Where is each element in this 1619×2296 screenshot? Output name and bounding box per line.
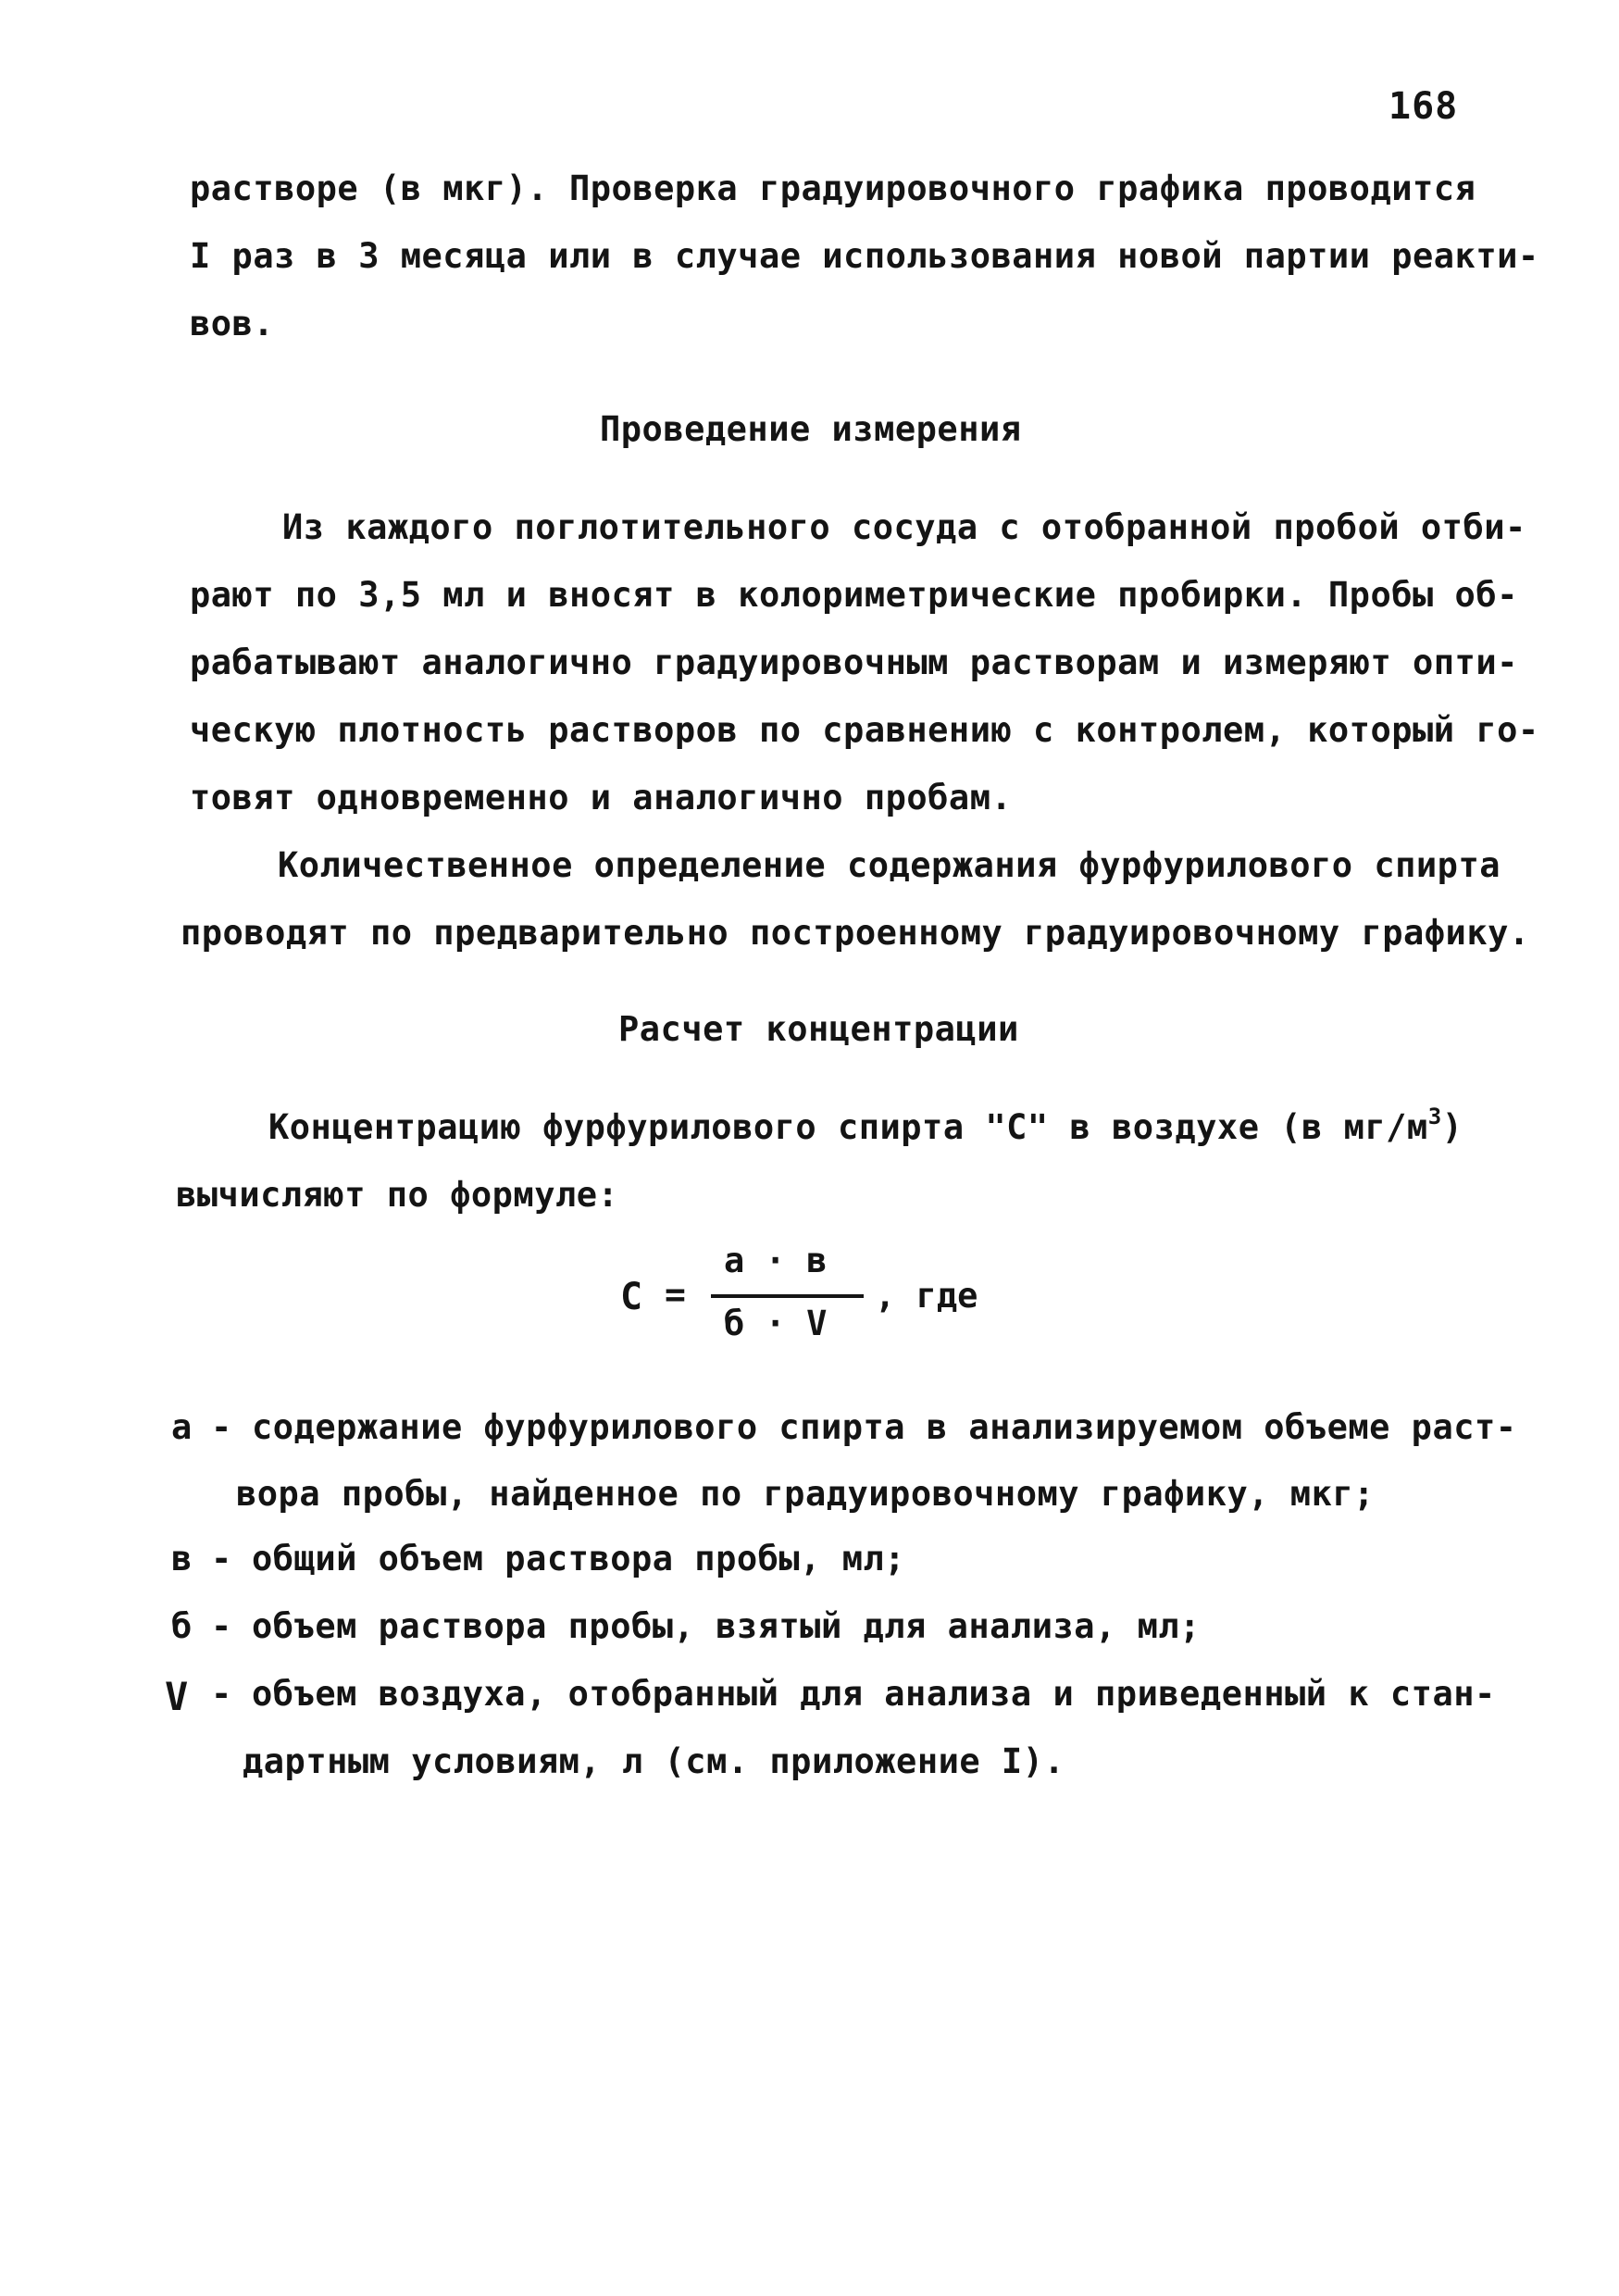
paragraph-line: проводят по предварительно построенному градуировочному графику. (181, 913, 1530, 953)
paragraph-line: ческую плотность растворов по сравнению с контролем, который го- (190, 710, 1539, 750)
fraction-bar (711, 1294, 864, 1298)
paragraph-line: рают по 3,5 мл и вносят в колориметрические пробирки. Пробы об- (190, 575, 1518, 615)
paragraph-line: I раз в 3 месяца или в случае использования новой партии реакти- (190, 236, 1539, 276)
definition-dash: - (211, 1606, 232, 1646)
definition-dash: - (211, 1407, 232, 1447)
definition-symbol-v: в (171, 1539, 193, 1578)
formula-numerator: а · в (724, 1241, 828, 1280)
formula-tail: , где (875, 1276, 978, 1316)
paragraph-line: товят одновременно и аналогично пробам. (190, 778, 1013, 817)
formula-lhs: С (620, 1276, 643, 1318)
definition-line: объем воздуха, отобранный для анализа и приведенный к стан- (252, 1674, 1496, 1714)
definition-line: содержание фурфурилового спирта в анализируемом объеме раст- (252, 1407, 1517, 1447)
concentration-formula (620, 1241, 1009, 1370)
superscript-3: 3 (1427, 1104, 1442, 1129)
paragraph-line: рабатывают аналогично градуировочным растворам и измеряют опти- (190, 643, 1518, 682)
section-heading-calculation: Расчет концентрации (618, 1009, 1019, 1049)
formula-intro-line: Концентрацию фурфурилового спирта "С" в воздухе (в $мг/м^3$) (268, 1104, 1463, 1147)
formula-equals: = (665, 1274, 686, 1315)
paragraph-line: Из каждого поглотительного сосуда с отобранной пробой отби- (282, 507, 1526, 547)
definition-symbol-volume: V (165, 1674, 189, 1719)
definition-dash: - (211, 1539, 232, 1578)
definition-line: вора пробы, найденное по градуировочному графику, мкг; (236, 1474, 1375, 1514)
definition-dash: - (211, 1674, 232, 1714)
paragraph-line: вов. (190, 304, 275, 343)
definition-line: объем раствора пробы, взятый для анализа, мл; (252, 1606, 1201, 1646)
formula-denominator: б · V (724, 1304, 828, 1343)
definition-line: общий объем раствора пробы, мл; (252, 1539, 906, 1578)
definition-symbol-a: а (171, 1407, 193, 1447)
paragraph-line: растворе (в мкг). Проверка градуировочного графика проводится (190, 168, 1476, 208)
definition-line: дартным условиям, л (см. приложение I). (243, 1741, 1065, 1781)
section-heading-measurement: Проведение измерения (600, 409, 1022, 449)
page-number: 168 (1389, 85, 1459, 128)
definition-symbol-b: б (171, 1606, 193, 1646)
paragraph-line: Количественное определение содержания фурфурилового спирта (278, 845, 1501, 885)
formula-intro-line: вычисляют по формуле: (176, 1175, 619, 1215)
